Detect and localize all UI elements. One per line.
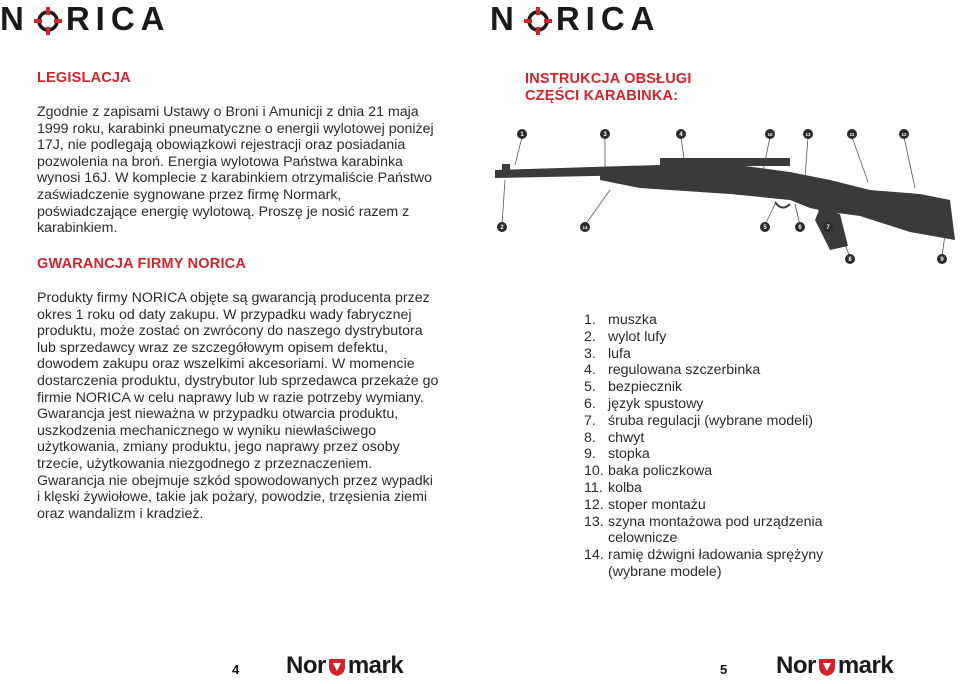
marker-2: 2 <box>500 225 504 231</box>
normark-logo <box>286 654 403 678</box>
normark-text-end: mark <box>837 652 894 679</box>
left-page <box>0 0 480 679</box>
marker-4: 4 <box>679 132 683 138</box>
normark-text-start: Nor <box>776 652 816 679</box>
list-item: 8. chwyt <box>584 429 645 446</box>
warranty-title: GWARANCJA FIRMY NORICA <box>37 256 247 272</box>
normark-text-start: Nor <box>286 652 326 679</box>
logo-text-start: N <box>490 0 520 37</box>
logo-text-end: RICA <box>555 0 661 37</box>
warranty-body: Produkty firmy NORICA objęte są gwarancją producenta przez okres 1 roku od daty zakupu. W przypadku wady fabrycznej produktu, może zostać on zwrócony do naszego dystrybutora lub sprzedawcy wraz ze szczegółowym opisem defektu, dowodem zakupu oraz wszelkimi akcesoriami. W momencie dostarczenia produktu, dystrybutor lub sprzedawca przekaże go firmie NORICA w celu naprawy lub w razie potrzeby wymiany. Gwarancja jest nieważna w przypadku otwarcia produktu, uszkodzenia mechanicznego w wyniku niewłaściwego użytkowania, zmiany produktu, jego naprawy przez osoby trzecie, użytkowania niezgodnego z przeznaczeniem. Gwarancja nie obejmuje szkód spowodowanych przez wypadki i klęski żywiołowe, takie jak pożary, powodzie, trzęsienia ziemi oraz wandalizm i kradzież. <box>37 290 439 522</box>
right-page <box>480 0 960 679</box>
marker-11: 11 <box>849 132 855 137</box>
list-item: 3. lufa <box>584 345 631 362</box>
marker-6: 6 <box>798 225 802 231</box>
marker-3: 3 <box>603 132 607 138</box>
norica-logo <box>490 0 661 37</box>
list-item: 1. muszka <box>584 312 657 328</box>
list-item: 4. regulowana szczerbinka <box>584 362 761 379</box>
logo-text-start: N <box>0 0 30 37</box>
list-item: 12. stoper montażu <box>584 496 706 513</box>
rifle-diagram <box>490 120 960 270</box>
logo-text-end: RICA <box>65 0 171 37</box>
page-number: 4 <box>232 662 240 677</box>
norica-logo <box>0 0 171 37</box>
marker-1: 1 <box>520 132 524 138</box>
norica-logo-crosshair-icon <box>34 5 62 33</box>
instructions-title <box>525 71 692 105</box>
list-item: 7. śruba regulacji (wybrane modeli) <box>584 412 814 429</box>
marker-12: 12 <box>901 132 907 137</box>
list-item: 10. baka policzkowa <box>584 463 713 480</box>
list-item: 5. bezpiecznik <box>584 379 683 396</box>
marker-14: 14 <box>582 225 588 230</box>
list-item: 14. ramię dźwigni ładowania sprężyny (wybrane modele) <box>584 547 824 580</box>
normark-text-end: mark <box>347 652 404 679</box>
marker-5: 5 <box>763 225 767 231</box>
norica-logo-crosshair-icon <box>524 5 552 33</box>
marker-13: 13 <box>805 132 811 137</box>
marker-8: 8 <box>848 257 852 263</box>
list-item: 13. szyna montażowa pod urządzenia celownicze <box>584 513 823 547</box>
instructions-title-line1: INSTRUKCJA OBSŁUGI <box>525 71 692 87</box>
legislation-body: Zgodnie z zapisami Ustawy o Broni i Amunicji z dnia 21 maja 1999 roku, karabinki pneumatyczne o energii wylotowej poniżej 17J, nie podlegają obowiązkowi rejestracji oraz posiadania pozwolenia na broń. Energia wylotowa Państwa karabinka wynosi 16J. W komplecie z karabinkiem otrzymaliście Państwo zaświadczenie sygnowane przez firmę Normark, poświadczające energię wylotową. Proszę je nosić razem z karabinkiem. <box>37 104 434 237</box>
list-item: 11. kolba <box>584 479 642 496</box>
marker-10: 10 <box>767 132 773 137</box>
normark-crest-icon <box>817 656 837 676</box>
marker-7: 7 <box>826 225 830 231</box>
list-item: 6. język spustowy <box>584 395 704 412</box>
normark-logo <box>776 654 893 678</box>
instructions-title-line2: CZĘŚCI KARABINKA: <box>525 88 679 104</box>
parts-list <box>584 312 844 581</box>
list-item: 2. wylot lufy <box>584 328 667 345</box>
marker-9: 9 <box>940 257 944 263</box>
legislation-title: LEGISLACJA <box>37 70 131 86</box>
normark-crest-icon <box>327 656 347 676</box>
list-item: 9. stopka <box>584 446 650 463</box>
page-number: 5 <box>720 662 728 677</box>
